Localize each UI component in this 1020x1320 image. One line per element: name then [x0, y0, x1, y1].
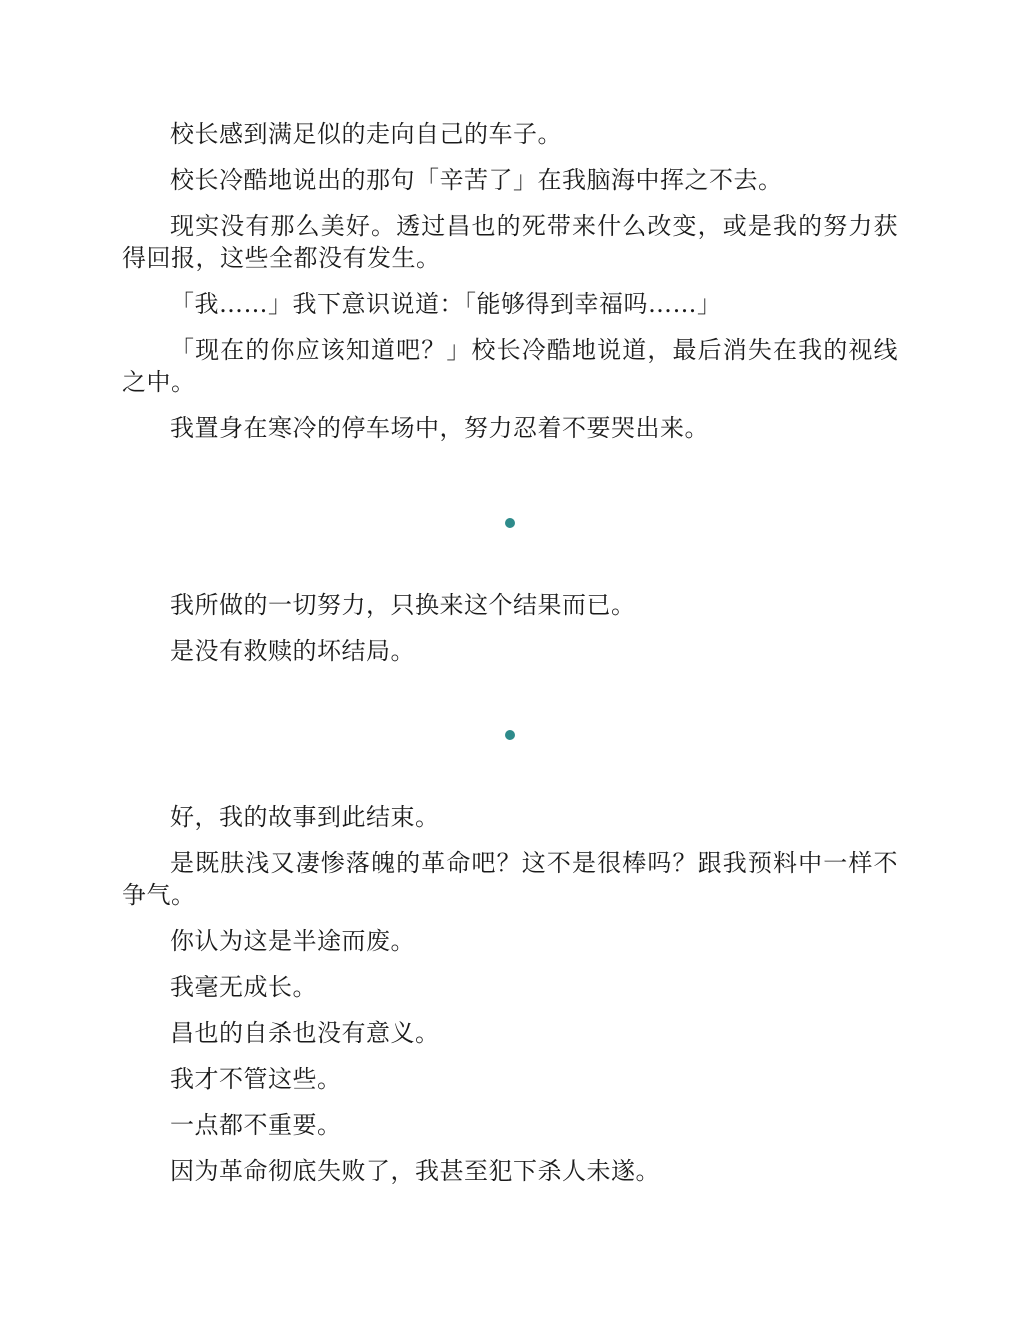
- section-separator-dot: [505, 518, 515, 528]
- text-section-2: [122, 589, 898, 681]
- paragraph: 我置身在寒冷的停车场中，努力忍着不要哭出来。: [170, 414, 709, 442]
- paragraph: 是既肤浅又凄惨落魄的革命吧？这不是很棒吗？跟我预料中一样不争气。: [122, 849, 898, 909]
- paragraph: 因为革命彻底失败了，我甚至犯下杀人未遂。: [170, 1157, 660, 1185]
- section-separator-dot: [505, 730, 515, 740]
- text-section-1: [122, 118, 898, 458]
- paragraph: 「现在的你应该知道吧？」校长冷酷地说道，最后消失在我的视线之中。: [122, 336, 898, 396]
- paragraph: 一点都不重要。: [170, 1111, 342, 1139]
- paragraph: 昌也的自杀也没有意义。: [170, 1019, 440, 1047]
- paragraph: 校长感到满足似的走向自己的车子。: [170, 120, 562, 148]
- paragraph: 好，我的故事到此结束。: [170, 803, 440, 831]
- paragraph: 是没有救赎的坏结局。: [170, 637, 415, 665]
- paragraph: 校长冷酷地说出的那句「辛苦了」在我脑海中挥之不去。: [170, 166, 783, 194]
- paragraph: 我毫无成长。: [170, 973, 317, 1001]
- paragraph: 「我……」我下意识说道：「能够得到幸福吗……」: [170, 290, 722, 318]
- paragraph: 我所做的一切努力，只换来这个结果而已。: [170, 591, 636, 619]
- paragraph: 你认为这是半途而废。: [170, 927, 415, 955]
- paragraph: 现实没有那么美好。透过昌也的死带来什么改变，或是我的努力获得回报，这些全都没有发生。: [122, 212, 898, 272]
- text-section-3: [122, 801, 898, 1201]
- paragraph: 我才不管这些。: [170, 1065, 342, 1093]
